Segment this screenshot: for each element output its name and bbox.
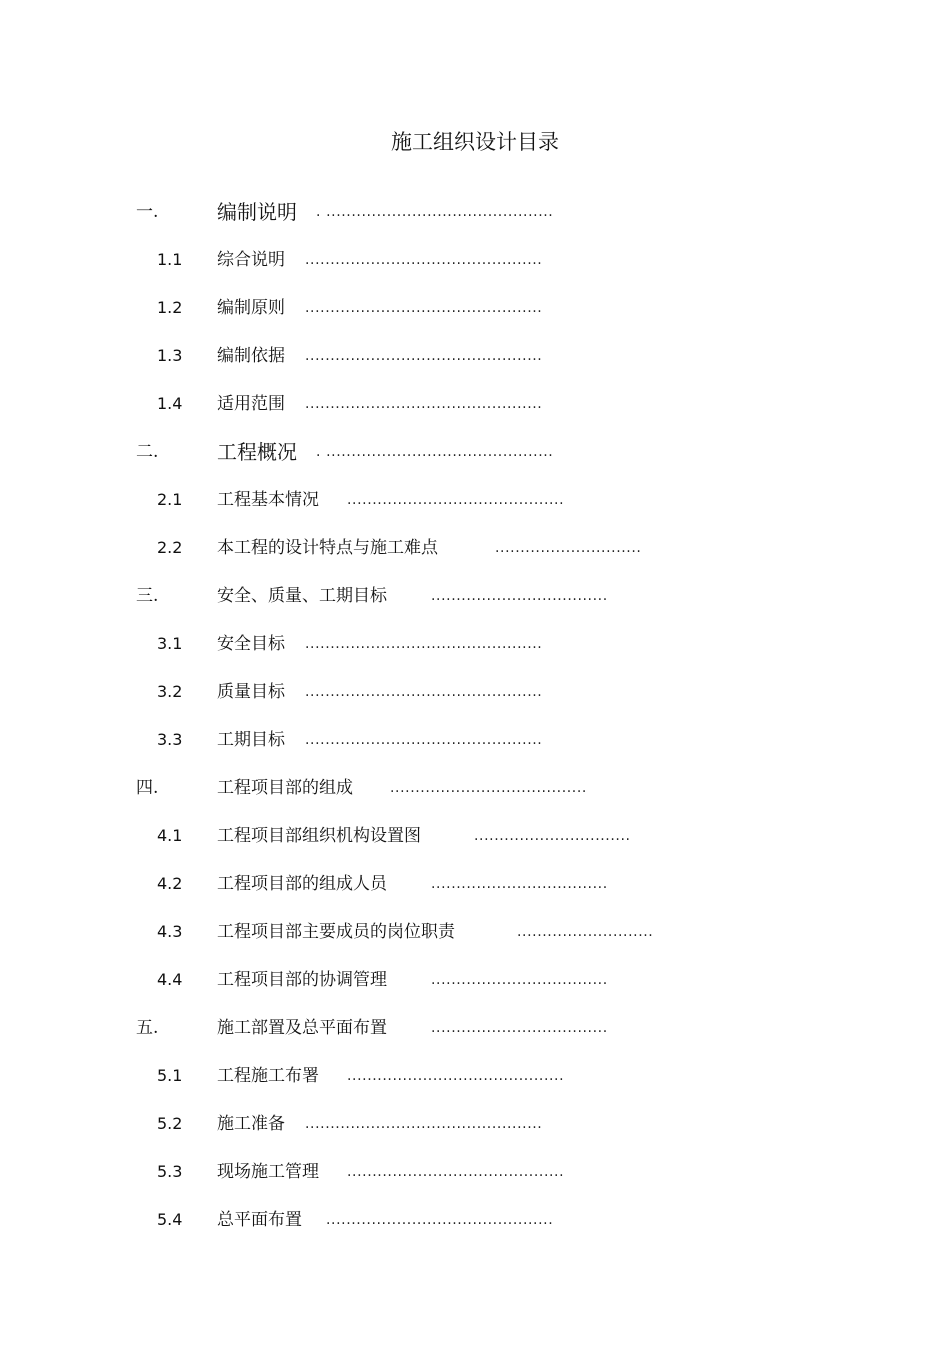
- toc-entry-title: 施工准备: [217, 1114, 285, 1134]
- toc-dot-leader: ...........................................: [347, 1164, 565, 1180]
- toc-entry-number: 2.1: [157, 490, 183, 509]
- toc-entry[interactable]: [0, 678, 950, 706]
- toc-dot-leader: . .............................................: [316, 204, 554, 220]
- toc-entry-number: 3.1: [157, 634, 183, 653]
- toc-dot-leader: ...............................................: [305, 1116, 543, 1132]
- toc-entry-title: 本工程的设计特点与施工难点: [217, 538, 438, 558]
- toc-dot-leader: ...............................................: [305, 252, 543, 268]
- toc-entry[interactable]: [0, 774, 950, 802]
- toc-entry[interactable]: [0, 438, 950, 466]
- toc-dot-leader: .............................: [495, 540, 642, 556]
- toc-entry-title: 综合说明: [217, 250, 285, 270]
- toc-entry-title: 工程项目部的组成: [217, 778, 353, 798]
- toc-entry[interactable]: [0, 390, 950, 418]
- toc-entry-number: 1.4: [157, 394, 183, 413]
- toc-dot-leader: ...............................................: [305, 348, 543, 364]
- toc-entry-title: 安全目标: [217, 634, 285, 654]
- toc-dot-leader: ...............................................: [305, 300, 543, 316]
- toc-entry[interactable]: [0, 966, 950, 994]
- toc-dot-leader: ...........................: [517, 924, 654, 940]
- toc-dot-leader: ...............................................: [305, 684, 543, 700]
- toc-dot-leader: . .............................................: [316, 444, 554, 460]
- toc-entry-number: 3.2: [157, 682, 183, 701]
- toc-dot-leader: ...........................................: [347, 492, 565, 508]
- toc-entry[interactable]: [0, 198, 950, 226]
- toc-entry-number: 四.: [136, 778, 159, 798]
- toc-entry[interactable]: [0, 1014, 950, 1042]
- toc-entry[interactable]: [0, 1206, 950, 1234]
- toc-entry[interactable]: [0, 342, 950, 370]
- toc-entry-number: 4.2: [157, 874, 183, 893]
- toc-dot-leader: ...............................................: [305, 396, 543, 412]
- toc-entry-title: 编制说明: [217, 200, 297, 224]
- toc-entry[interactable]: [0, 1062, 950, 1090]
- toc-entry[interactable]: [0, 822, 950, 850]
- toc-entry-title: 现场施工管理: [217, 1162, 319, 1182]
- toc-dot-leader: .......................................: [390, 780, 587, 796]
- toc-entry[interactable]: [0, 1110, 950, 1138]
- toc-entry[interactable]: [0, 294, 950, 322]
- toc-entry-number: 5.3: [157, 1162, 183, 1181]
- toc-entry-number: 1.3: [157, 346, 183, 365]
- toc-entry-title: 工程项目部的组成人员: [217, 874, 387, 894]
- page-title: 施工组织设计目录: [391, 130, 559, 154]
- toc-entry-number: 4.4: [157, 970, 183, 989]
- toc-entry-title: 施工部置及总平面布置: [217, 1018, 387, 1038]
- toc-dot-leader: ...............................: [474, 828, 631, 844]
- toc-dot-leader: ...................................: [431, 588, 608, 604]
- toc-entry-title: 工程项目部组织机构设置图: [217, 826, 421, 846]
- toc-entry-title: 编制依据: [217, 346, 285, 366]
- toc-dot-leader: ...................................: [431, 1020, 608, 1036]
- toc-entry[interactable]: [0, 870, 950, 898]
- toc-dot-leader: ...........................................: [347, 1068, 565, 1084]
- toc-entry-number: 5.1: [157, 1066, 183, 1085]
- toc-dot-leader: ...............................................: [305, 636, 543, 652]
- toc-dot-leader: .............................................: [326, 1212, 554, 1228]
- toc-entry-number: 1.1: [157, 250, 183, 269]
- toc-entry-number: 5.2: [157, 1114, 183, 1133]
- toc-entry-title: 质量目标: [217, 682, 285, 702]
- toc-entry-title: 工程项目部主要成员的岗位职责: [217, 922, 455, 942]
- toc-entry[interactable]: [0, 486, 950, 514]
- toc-entry-number: 五.: [136, 1018, 159, 1038]
- toc-entry-title: 编制原则: [217, 298, 285, 318]
- toc-dot-leader: ...................................: [431, 972, 608, 988]
- toc-entry-number: 5.4: [157, 1210, 183, 1229]
- toc-dot-leader: ...............................................: [305, 732, 543, 748]
- toc-entry-number: 1.2: [157, 298, 183, 317]
- toc-entry[interactable]: [0, 918, 950, 946]
- toc-entry[interactable]: [0, 1158, 950, 1186]
- toc-entry-number: 4.3: [157, 922, 183, 941]
- toc-entry[interactable]: [0, 726, 950, 754]
- toc-entry-number: 一.: [136, 202, 159, 222]
- toc-entry-number: 4.1: [157, 826, 183, 845]
- toc-entry-number: 3.3: [157, 730, 183, 749]
- toc-entry-number: 2.2: [157, 538, 183, 557]
- toc-entry-title: 工程概况: [217, 440, 297, 464]
- toc-entry-title: 工程项目部的协调管理: [217, 970, 387, 990]
- toc-dot-leader: ...................................: [431, 876, 608, 892]
- toc-entry-number: 三.: [136, 586, 159, 606]
- toc-entry-title: 工期目标: [217, 730, 285, 750]
- toc-entry-title: 安全、质量、工期目标: [217, 586, 387, 606]
- toc-entry-title: 总平面布置: [217, 1210, 302, 1230]
- toc-entry-number: 二.: [136, 442, 159, 462]
- toc-entry[interactable]: [0, 582, 950, 610]
- toc-entry-title: 适用范围: [217, 394, 285, 414]
- toc-entry[interactable]: [0, 630, 950, 658]
- toc-entry-title: 工程基本情况: [217, 490, 319, 510]
- toc-entry-title: 工程施工布署: [217, 1066, 319, 1086]
- toc-entry[interactable]: [0, 534, 950, 562]
- toc-entry[interactable]: [0, 246, 950, 274]
